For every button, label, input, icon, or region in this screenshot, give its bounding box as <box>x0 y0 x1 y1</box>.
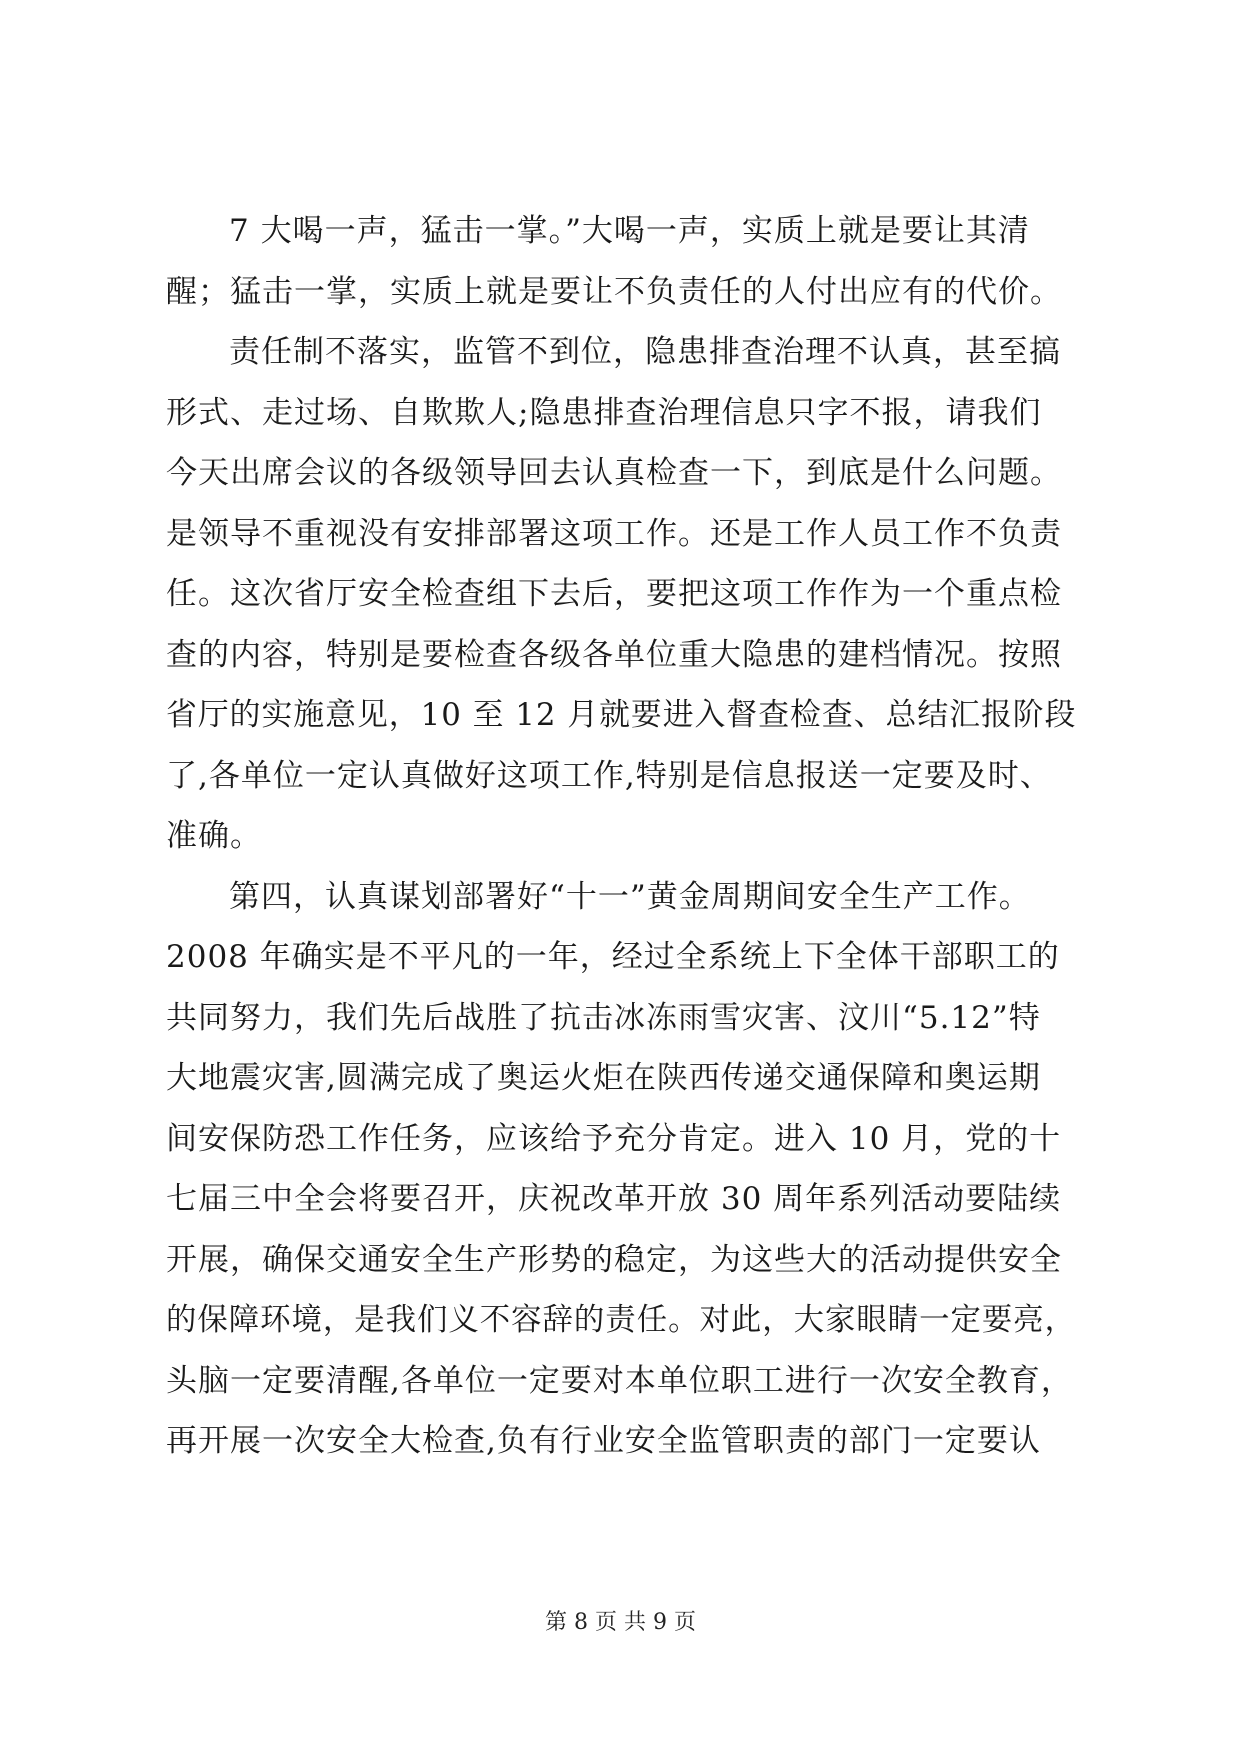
text-line: 头脑一定要清醒,各单位一定要对本单位职工进行一次安全教育， <box>166 1363 1073 1399</box>
text-line: 第四，认真谋划部署好“十一”黄金周期间安全生产工作。 <box>229 879 1031 915</box>
text-line: 省厅的实施意见，10 至 12 月就要进入督查检查、总结汇报阶段 <box>166 697 1077 733</box>
text-line: 开展，确保交通安全生产形势的稳定，为这些大的活动提供安全 <box>166 1242 1062 1278</box>
text-line: 共同努力，我们先后战胜了抗击冰冻雨雪灾害、汶川“5.12”特 <box>166 1000 1041 1036</box>
text-line: 任。这次省厅安全检查组下去后，要把这项工作作为一个重点检 <box>166 576 1062 612</box>
text-line: 间安保防恐工作任务，应该给予充分肯定。进入 10 月，党的十 <box>166 1121 1062 1157</box>
text-line: 准确。 <box>166 818 262 854</box>
text-line: 七届三中全会将要召开，庆祝改革开放 30 周年系列活动要陆续 <box>166 1181 1062 1217</box>
text-line: 是领导不重视没有安排部署这项工作。还是工作人员工作不负责 <box>166 516 1062 552</box>
text-line: 查的内容，特别是要检查各级各单位重大隐患的建档情况。按照 <box>166 637 1062 673</box>
text-line: 醒；猛击一掌，实质上就是要让不负责任的人付出应有的代价。 <box>166 274 1062 310</box>
text-line: 2008 年确实是不平凡的一年，经过全系统上下全体干部职工的 <box>166 939 1060 975</box>
text-line: 再开展一次安全大检查,负有行业安全监管职责的部门一定要认 <box>166 1423 1041 1459</box>
page-number: 第 8 页 共 9 页 <box>545 1610 696 1635</box>
text-line: 责任制不落实，监管不到位，隐患排查治理不认真，甚至搞 <box>229 334 1061 370</box>
text-line: 7 大喝一声，猛击一掌。”大喝一声，实质上就是要让其清 <box>229 213 1030 249</box>
text-line: 形式、走过场、自欺欺人;隐患排查治理信息只字不报，请我们 <box>166 395 1042 431</box>
text-line: 了,各单位一定认真做好这项工作,特别是信息报送一定要及时、 <box>166 758 1052 794</box>
text-line: 的保障环境，是我们义不容辞的责任。对此，大家眼睛一定要亮， <box>166 1302 1076 1338</box>
text-line: 大地震灾害,圆满完成了奥运火炬在陕西传递交通保障和奥运期 <box>166 1060 1041 1096</box>
text-line: 今天出席会议的各级领导回去认真检查一下，到底是什么问题。 <box>166 455 1062 491</box>
